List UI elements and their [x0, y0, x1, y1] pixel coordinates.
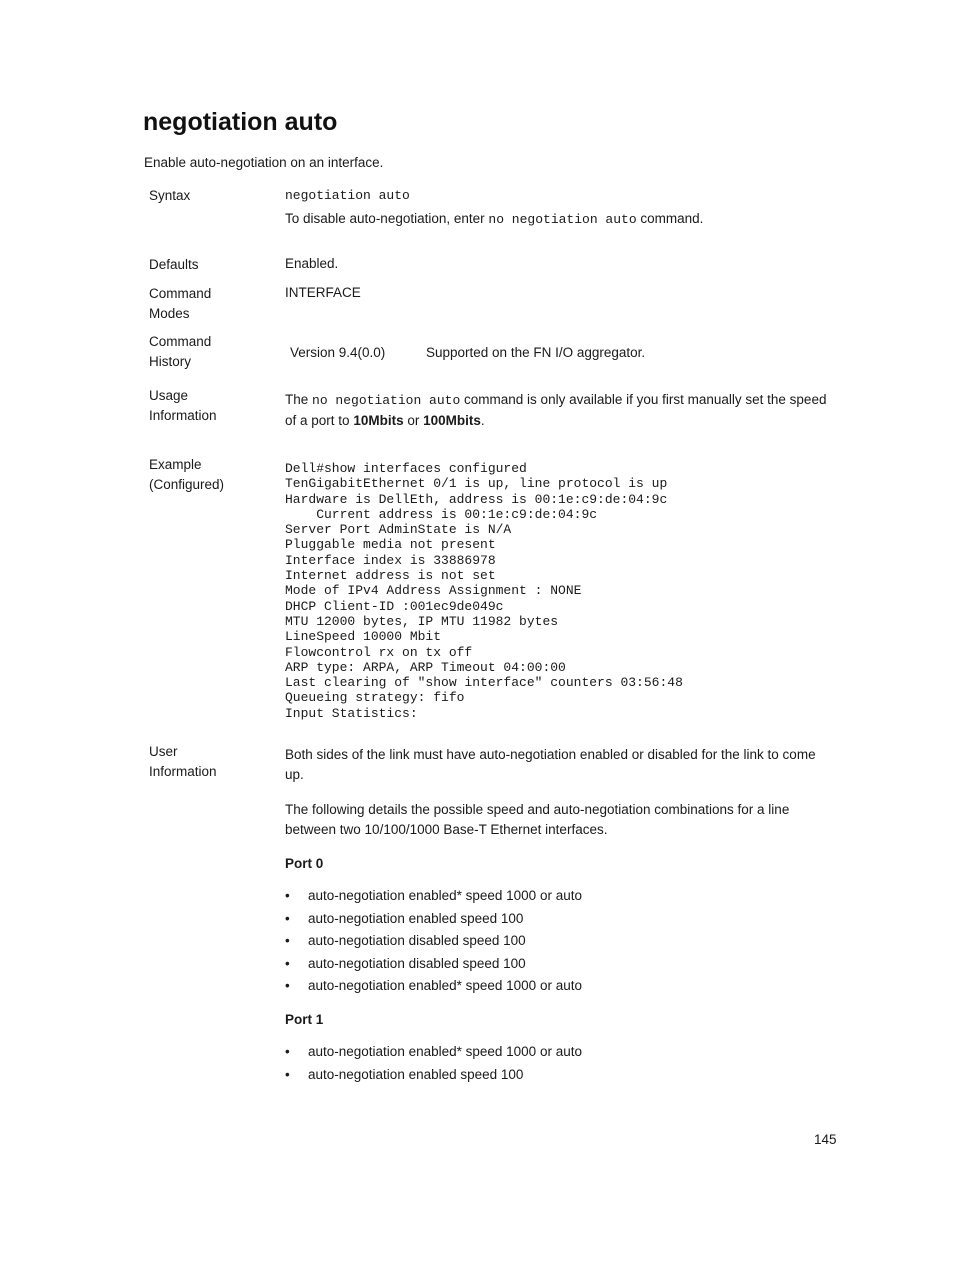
page-title: negotiation auto: [143, 108, 338, 136]
usage-command: no negotiation auto: [312, 393, 461, 408]
port1-heading: Port 1: [285, 1012, 324, 1027]
usage-label-line1: Usage: [149, 388, 189, 403]
list-item-text: auto-negotiation enabled* speed 1000 or auto: [308, 888, 582, 903]
list-item: [285, 954, 830, 977]
example-code-block: Dell#show interfaces configured TenGigabitEthernet 0/1 is up, line protocol is up Hardware is DellEth, address is 00:1e:c9:de:04:9c Current address is 00:1e:c9:de:04:9c Server Port AdminState is N/A Pluggable media not present Interface index is 33886978 Internet address is not set Mode of IPv4 Address Assignment : NONE DHCP Client-ID :001ec9de049c MTU 12000 bytes, IP MTU 11982 bytes LineSpeed 10000 Mbit Flowcontrol rx on tx off ARP type: ARPA, ARP Timeout 04:00:00 Last clearing of "show interface" counters 03:56:48 Queueing strategy: fifo Input Statistics:: [285, 461, 683, 721]
syntax-label: Syntax: [149, 188, 191, 203]
bullet-icon: •: [285, 910, 290, 926]
list-item: [285, 1042, 830, 1065]
port0-heading: Port 0: [285, 856, 324, 871]
bullet-icon: •: [285, 888, 290, 903]
usage-text: [285, 390, 830, 430]
defaults-label: Defaults: [149, 257, 199, 272]
syntax-disable-command: no negotiation auto: [488, 212, 637, 227]
user-info-label-line2: Information: [149, 763, 217, 779]
syntax-disable-prefix: To disable auto-negotiation, enter: [285, 211, 485, 226]
defaults-value: Enabled.: [285, 256, 339, 271]
syntax-command: negotiation auto: [285, 188, 410, 203]
list-item: [285, 1065, 830, 1088]
syntax-disable-suffix: command.: [640, 211, 704, 226]
command-modes-label: [149, 284, 274, 323]
command-modes-label-line1: Command: [149, 286, 212, 301]
user-info-label: [149, 742, 274, 781]
example-label-line1: Example: [149, 457, 202, 472]
bullet-icon: •: [285, 1044, 290, 1059]
syntax-disable-text: [285, 209, 830, 230]
usage-label: [149, 386, 274, 425]
example-label: [149, 455, 274, 494]
user-info-paragraph-2: The following details the possible speed and auto-negotiation combinations for a line between two 10/100/1000 Base-T Ethernet interfaces.: [285, 802, 790, 837]
user-info-paragraph-1: Both sides of the link must have auto-negotiation enabled or disabled for the link to come up.: [285, 747, 816, 782]
bullet-icon: •: [285, 933, 290, 948]
command-modes-label-line2: Modes: [149, 305, 190, 321]
usage-speed2: 100Mbits: [423, 412, 481, 428]
command-modes-value: INTERFACE: [285, 285, 361, 300]
bullet-icon: •: [285, 978, 290, 993]
list-item-text: auto-negotiation enabled speed 100: [308, 1066, 524, 1082]
command-history-version: Version 9.4(0.0): [290, 345, 386, 360]
list-item: [285, 909, 830, 932]
command-history-label-line2: History: [149, 353, 192, 369]
intro-text: Enable auto-negotiation on an interface.: [144, 155, 384, 170]
user-info-label-line1: User: [149, 744, 178, 759]
usage-text-mid: command is only available if you first manually set the speed of a port to: [285, 392, 827, 428]
page-number: 145: [814, 1132, 837, 1147]
list-item: [285, 886, 830, 909]
bullet-icon: •: [285, 955, 290, 971]
usage-text-or: or: [407, 412, 420, 428]
list-item-text: auto-negotiation enabled speed 100: [308, 910, 524, 926]
command-history-label-line1: Command: [149, 334, 212, 349]
list-item: [285, 931, 830, 954]
list-item-text: auto-negotiation disabled speed 100: [308, 933, 526, 948]
list-item-text: auto-negotiation disabled speed 100: [308, 955, 526, 971]
list-item-text: auto-negotiation enabled* speed 1000 or auto: [308, 1044, 582, 1059]
list-item-text: auto-negotiation enabled* speed 1000 or auto: [308, 978, 582, 993]
port1-list: [285, 1042, 830, 1087]
example-label-line2: (Configured): [149, 476, 225, 492]
usage-label-line2: Information: [149, 407, 217, 423]
usage-speed1: 10Mbits: [353, 412, 404, 428]
bullet-icon: •: [285, 1066, 290, 1082]
list-item: [285, 976, 830, 999]
command-history-description: Supported on the FN I/O aggregator.: [426, 345, 646, 360]
usage-text-end: .: [480, 412, 485, 428]
port0-list: [285, 886, 830, 999]
usage-text-prefix: The: [285, 392, 309, 407]
command-history-label: [149, 332, 274, 371]
